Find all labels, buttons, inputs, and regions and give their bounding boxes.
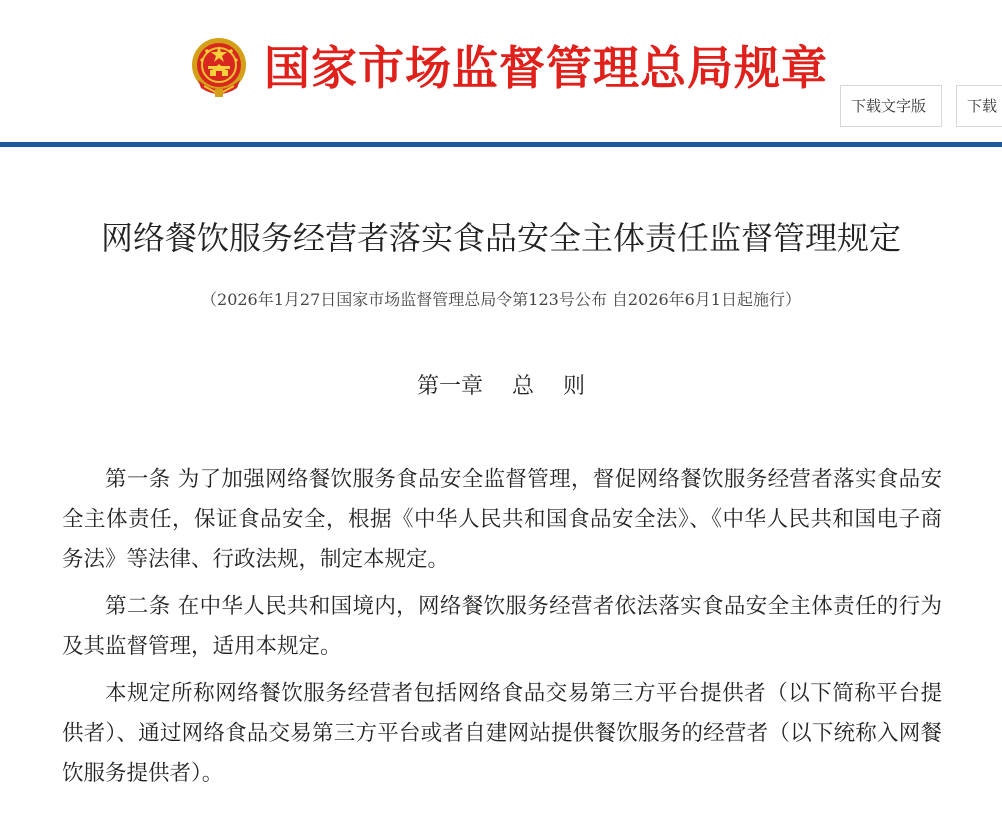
document-subtitle: （2026年1月27日国家市场监督管理总局令第123号公布 自2026年6月1日起施行） [201,290,801,309]
document-body [62,460,942,801]
chapter-heading: 第一章 总 则 [417,374,585,399]
document-title: 网络餐饮服务经营者落实食品安全主体责任监督管理规定 [100,219,901,257]
article-paragraph: 本规定所称网络餐饮服务经营者包括网络食品交易第三方平台提供者（以下简称平台提供者）、通过网络食品交易第三方平台或者自建网站提供餐饮服务的经营者（以下统称入网餐饮服务提供者）。 [62,681,942,786]
page-header [0,0,1002,142]
national-emblem-icon [190,36,248,98]
site-title: 国家市场监督管理总局规章 [264,41,828,95]
article-paragraph: 第一条 为了加强网络餐饮服务食品安全监督管理，督促网络餐饮服务经营者落实食品安全主体责任，保证食品安全，根据《中华人民共和国食品安全法》、《中华人民共和国电子商务法》等法律、行政法规，制定本规定。 [62,467,942,572]
header-divider [0,142,1002,147]
download-text-version-button[interactable]: 下载文字版 [840,85,942,127]
download-button[interactable]: 下载 [956,85,1002,127]
article-paragraph: 第二条 在中华人民共和国境内，网络餐饮服务经营者依法落实食品安全主体责任的行为及其监督管理，适用本规定。 [62,594,942,659]
